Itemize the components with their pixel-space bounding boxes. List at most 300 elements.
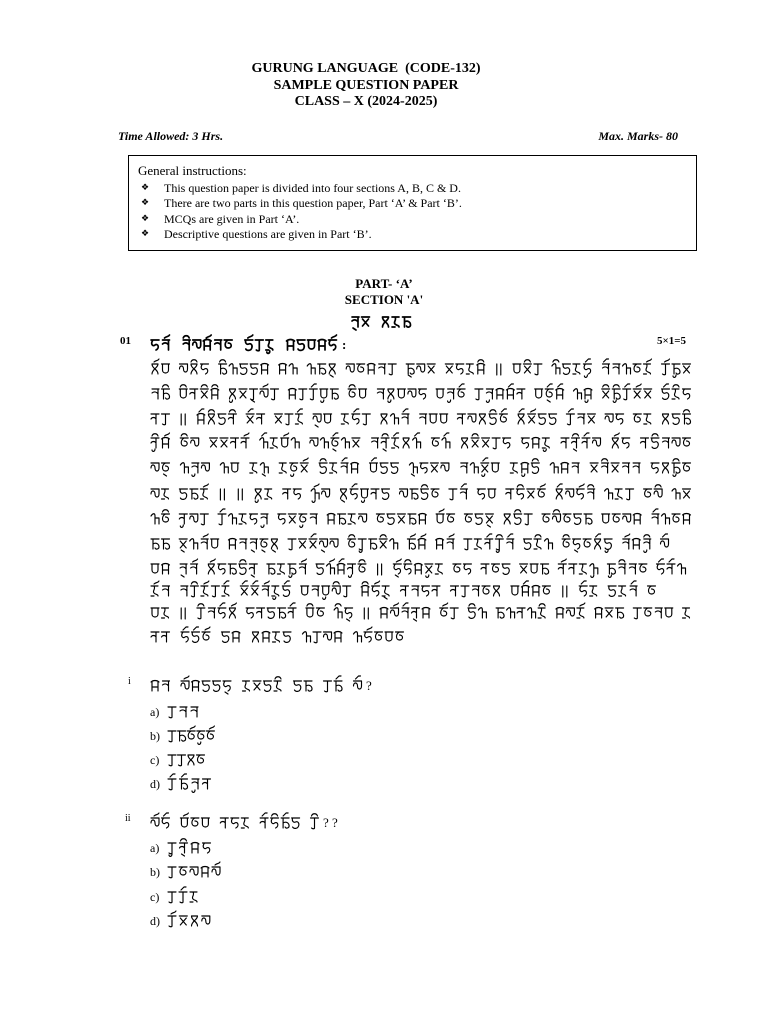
option-label-d: d)	[150, 914, 160, 928]
script-glyph	[552, 360, 560, 374]
script-word	[151, 608, 169, 618]
script-glyph	[316, 608, 324, 616]
script-glyph	[376, 514, 384, 522]
script-glyph	[528, 608, 536, 618]
script-glyph	[532, 438, 540, 449]
script-glyph	[583, 539, 591, 547]
script-glyph	[605, 489, 613, 499]
script-glyph	[527, 489, 535, 498]
script-word	[348, 385, 367, 398]
script-glyph	[180, 463, 188, 473]
instruction-text: Descriptive questions are given in Part ‘B’.	[164, 226, 372, 241]
script-glyph	[488, 489, 496, 498]
script-glyph	[524, 514, 532, 525]
script-glyph	[229, 364, 237, 374]
script-glyph	[240, 581, 248, 595]
script-word	[222, 632, 241, 643]
script-word	[445, 360, 485, 374]
script-glyph	[361, 489, 369, 502]
script-glyph	[250, 514, 258, 524]
script-glyph	[168, 843, 176, 856]
script-glyph	[322, 586, 330, 599]
script-glyph	[683, 389, 691, 399]
script-word	[506, 484, 546, 499]
script-glyph	[201, 581, 209, 596]
script-word	[310, 433, 360, 451]
script-glyph	[574, 389, 582, 399]
script-glyph	[662, 359, 670, 375]
script-glyph	[584, 389, 592, 403]
script-glyph	[507, 534, 514, 549]
script-glyph	[257, 414, 265, 424]
script-word	[510, 459, 539, 477]
script-word	[451, 586, 500, 597]
script-glyph	[274, 414, 282, 423]
script-glyph	[406, 364, 414, 377]
script-glyph	[299, 539, 307, 548]
script-glyph	[191, 438, 199, 446]
script-word	[352, 317, 370, 330]
gurung-passage-line	[150, 508, 692, 530]
double-danda-mark	[181, 414, 185, 425]
script-glyph	[348, 535, 356, 547]
script-word	[301, 582, 351, 600]
script-glyph	[191, 707, 198, 717]
script-glyph	[449, 489, 457, 500]
script-word	[641, 434, 691, 449]
gurung-passage-line	[150, 533, 670, 555]
script-glyph	[289, 364, 297, 374]
script-word	[334, 604, 353, 621]
script-glyph	[616, 414, 624, 424]
script-glyph	[229, 514, 237, 524]
script-glyph	[151, 539, 159, 549]
script-glyph	[448, 389, 455, 402]
script-glyph	[151, 813, 159, 826]
script-glyph	[623, 514, 631, 522]
script-glyph	[412, 608, 420, 621]
script-glyph	[453, 564, 461, 572]
script-glyph	[229, 603, 236, 618]
script-word	[327, 514, 367, 525]
script-glyph	[179, 887, 187, 903]
script-glyph	[651, 434, 659, 449]
script-word	[662, 384, 691, 399]
script-glyph	[180, 707, 187, 717]
script-word	[354, 627, 404, 642]
script-glyph	[180, 364, 188, 372]
script-glyph	[665, 608, 673, 617]
script-glyph	[279, 463, 286, 473]
script-glyph	[162, 385, 170, 399]
script-word	[556, 484, 595, 499]
script-glyph	[683, 438, 691, 446]
script-glyph	[632, 539, 640, 550]
script-glyph	[348, 564, 356, 577]
script-glyph	[683, 364, 691, 373]
script-word	[393, 559, 442, 577]
script-glyph	[602, 459, 609, 473]
script-glyph	[310, 438, 318, 446]
script-glyph	[324, 632, 332, 640]
script-glyph	[190, 389, 198, 399]
script-word	[518, 409, 557, 424]
script-glyph	[623, 364, 631, 374]
script-word	[436, 509, 455, 523]
script-word	[376, 514, 426, 525]
script-glyph	[218, 603, 226, 618]
script-glyph	[473, 586, 480, 596]
script-glyph	[461, 586, 469, 597]
script-word	[179, 385, 219, 399]
script-glyph	[191, 559, 198, 574]
script-glyph	[320, 389, 328, 402]
script-glyph	[418, 514, 426, 525]
script-glyph	[474, 539, 481, 549]
script-glyph	[238, 489, 242, 500]
script-word	[311, 484, 330, 502]
script-glyph	[471, 434, 479, 447]
script-glyph	[576, 484, 584, 499]
script-glyph	[605, 608, 613, 617]
script-word	[151, 463, 170, 476]
script-word	[595, 608, 624, 619]
script-glyph	[278, 608, 286, 618]
script-glyph	[168, 731, 176, 742]
script-glyph	[292, 818, 300, 828]
script-glyph	[224, 340, 232, 348]
diamond-bullet-icon: ❖	[141, 228, 150, 239]
script-glyph	[309, 534, 317, 548]
script-glyph	[538, 604, 545, 618]
script-word	[420, 414, 448, 424]
script-glyph	[255, 340, 263, 351]
script-glyph	[482, 438, 490, 447]
script-glyph	[181, 627, 189, 642]
script-glyph	[261, 514, 268, 527]
script-glyph	[537, 484, 545, 497]
script-glyph	[590, 586, 597, 596]
script-word	[574, 389, 593, 403]
script-word	[436, 384, 465, 402]
script-glyph	[563, 586, 567, 597]
script-glyph	[330, 463, 337, 473]
script-word	[648, 586, 656, 594]
script-glyph	[329, 335, 337, 350]
script-glyph	[442, 433, 450, 448]
script-glyph	[644, 389, 652, 398]
script-glyph	[633, 364, 641, 372]
script-glyph	[602, 385, 610, 398]
script-glyph	[341, 414, 348, 424]
script-glyph	[385, 632, 393, 641]
question-number: 01	[120, 335, 131, 347]
script-glyph	[464, 514, 472, 522]
script-glyph	[178, 731, 186, 741]
script-word	[210, 433, 250, 448]
script-word	[151, 681, 170, 692]
script-glyph	[370, 458, 378, 472]
script-glyph	[435, 564, 442, 574]
script-word	[644, 485, 663, 497]
script-glyph	[162, 433, 170, 448]
script-glyph	[590, 564, 598, 578]
script-glyph	[192, 916, 198, 926]
script-word	[608, 581, 637, 596]
script-glyph	[190, 892, 197, 902]
script-glyph	[421, 485, 429, 500]
script-glyph	[318, 364, 326, 374]
script-glyph	[245, 335, 253, 350]
script-word	[348, 535, 398, 553]
script-glyph	[550, 463, 558, 473]
script-word	[246, 409, 265, 424]
script-glyph	[283, 632, 291, 642]
script-glyph	[295, 409, 302, 424]
script-glyph	[181, 586, 188, 596]
script-glyph	[432, 586, 440, 596]
script-glyph	[478, 608, 486, 618]
script-glyph	[297, 340, 305, 350]
script-glyph	[588, 485, 595, 499]
script-glyph	[300, 458, 308, 472]
script-glyph	[542, 586, 550, 594]
instructions-list	[129, 181, 689, 242]
script-word	[151, 813, 170, 828]
script-glyph	[211, 586, 219, 597]
script-word	[521, 438, 549, 452]
gurung-option-text	[167, 725, 215, 747]
script-glyph	[451, 586, 459, 596]
script-word	[324, 676, 343, 692]
script-word	[453, 564, 472, 574]
script-word	[475, 384, 525, 402]
script-glyph	[278, 514, 286, 524]
script-glyph	[651, 463, 659, 473]
script-glyph	[572, 463, 579, 473]
script-glyph	[260, 813, 268, 828]
script-glyph	[162, 813, 170, 828]
script-glyph	[151, 463, 159, 471]
script-glyph	[162, 564, 170, 575]
script-glyph	[486, 389, 493, 402]
script-glyph	[516, 485, 524, 499]
script-word	[279, 364, 298, 375]
instruction-item	[129, 181, 689, 196]
script-glyph	[151, 340, 159, 350]
script-word	[383, 317, 411, 327]
script-glyph	[163, 335, 170, 350]
script-glyph	[260, 384, 268, 397]
script-glyph	[481, 564, 489, 574]
script-glyph	[517, 608, 525, 618]
script-glyph	[414, 564, 422, 575]
script-glyph	[271, 539, 277, 552]
class-line: CLASS – X (2024-2025)	[294, 94, 438, 109]
script-glyph	[213, 681, 221, 691]
script-word	[255, 489, 272, 502]
script-glyph	[662, 514, 670, 524]
script-glyph	[477, 360, 485, 374]
script-glyph	[260, 433, 268, 448]
script-glyph	[608, 586, 616, 596]
script-word	[361, 581, 389, 599]
script-glyph	[241, 433, 249, 448]
script-glyph	[573, 364, 580, 374]
script-glyph	[183, 336, 190, 350]
script-word	[524, 535, 553, 550]
script-glyph	[436, 389, 444, 398]
script-glyph	[151, 632, 159, 642]
script-glyph	[390, 539, 398, 549]
script-glyph	[202, 681, 210, 691]
script-glyph	[190, 514, 198, 522]
script-glyph	[316, 564, 324, 574]
script-glyph	[494, 586, 500, 596]
script-glyph	[672, 514, 680, 522]
script-glyph	[277, 564, 284, 574]
script-glyph	[495, 535, 503, 553]
script-word	[431, 433, 450, 448]
script-word	[168, 774, 211, 792]
script-word	[279, 458, 308, 476]
gurung-passage-line	[150, 558, 687, 580]
script-word	[380, 603, 430, 621]
script-word	[168, 911, 210, 927]
script-glyph	[479, 414, 485, 424]
script-glyph	[301, 586, 309, 595]
script-glyph	[387, 514, 395, 524]
script-glyph	[541, 564, 549, 574]
script-glyph	[272, 586, 279, 599]
script-glyph	[281, 813, 289, 828]
script-glyph	[211, 539, 219, 548]
script-glyph	[168, 774, 176, 790]
instruction-item	[129, 212, 689, 227]
script-glyph	[162, 608, 169, 618]
script-word	[662, 359, 691, 377]
script-glyph	[612, 514, 620, 522]
script-word	[307, 364, 335, 377]
script-glyph	[648, 586, 656, 594]
script-glyph	[379, 364, 386, 374]
section-heading: SECTION 'A'	[344, 292, 424, 307]
sub-question-number: i	[128, 676, 131, 687]
script-glyph	[460, 484, 467, 499]
script-word	[288, 534, 338, 552]
script-glyph	[396, 632, 404, 640]
double-danda-mark	[563, 586, 567, 597]
script-glyph	[380, 463, 388, 473]
script-glyph	[346, 364, 354, 372]
script-word	[246, 603, 296, 618]
script-glyph	[230, 389, 236, 402]
script-glyph	[633, 514, 641, 525]
script-glyph	[181, 414, 185, 425]
script-glyph	[274, 677, 281, 691]
script-glyph	[482, 586, 490, 594]
script-glyph	[392, 317, 399, 327]
script-word	[607, 560, 647, 578]
script-glyph	[162, 414, 170, 425]
script-glyph	[626, 489, 634, 500]
script-glyph	[450, 608, 458, 619]
script-glyph	[518, 409, 524, 424]
script-glyph	[532, 586, 540, 597]
script-glyph	[652, 509, 659, 524]
script-glyph	[590, 463, 598, 472]
script-glyph	[322, 489, 330, 497]
script-glyph	[262, 581, 269, 596]
script-word	[590, 459, 640, 473]
script-glyph	[338, 514, 346, 524]
script-glyph	[179, 867, 187, 875]
script-glyph	[192, 627, 200, 642]
script-glyph	[412, 586, 419, 596]
script-word	[370, 458, 399, 473]
script-word	[151, 433, 170, 451]
script-glyph	[413, 433, 421, 448]
script-glyph	[273, 632, 280, 642]
script-word	[341, 409, 370, 425]
script-glyph	[330, 539, 338, 547]
prompt-colon: :	[342, 337, 347, 352]
script-glyph	[190, 539, 198, 549]
script-glyph	[197, 604, 205, 619]
script-glyph	[329, 364, 335, 377]
script-glyph	[324, 681, 332, 692]
option-label-c: c)	[150, 890, 160, 904]
script-glyph	[440, 603, 448, 616]
script-glyph	[288, 539, 296, 550]
script-glyph	[587, 414, 595, 423]
script-word	[683, 608, 690, 618]
script-glyph	[410, 489, 418, 499]
script-glyph	[162, 489, 169, 499]
script-glyph	[683, 410, 691, 424]
option-label-a: a)	[150, 705, 160, 719]
script-word	[197, 603, 237, 619]
script-glyph	[623, 534, 630, 549]
script-glyph	[381, 414, 387, 424]
script-word	[151, 414, 170, 425]
script-glyph	[334, 676, 342, 691]
script-glyph	[475, 389, 483, 400]
script-glyph	[179, 489, 187, 499]
script-word	[513, 360, 542, 375]
script-glyph	[162, 632, 170, 642]
script-word	[168, 726, 214, 744]
script-word	[542, 510, 592, 525]
script-word	[346, 364, 396, 375]
diamond-bullet-icon: ❖	[141, 198, 150, 209]
script-glyph	[264, 681, 272, 691]
script-glyph	[190, 582, 198, 597]
script-glyph	[383, 317, 389, 327]
script-glyph	[431, 489, 439, 497]
script-glyph	[212, 862, 220, 875]
script-glyph	[556, 484, 562, 499]
gurung-option-text	[167, 749, 205, 771]
script-glyph	[151, 564, 159, 573]
script-glyph	[678, 564, 686, 574]
script-glyph	[672, 364, 680, 377]
script-word	[313, 414, 332, 427]
script-word	[208, 559, 257, 577]
script-glyph	[250, 389, 258, 402]
script-glyph	[542, 438, 549, 451]
script-glyph	[407, 534, 415, 549]
